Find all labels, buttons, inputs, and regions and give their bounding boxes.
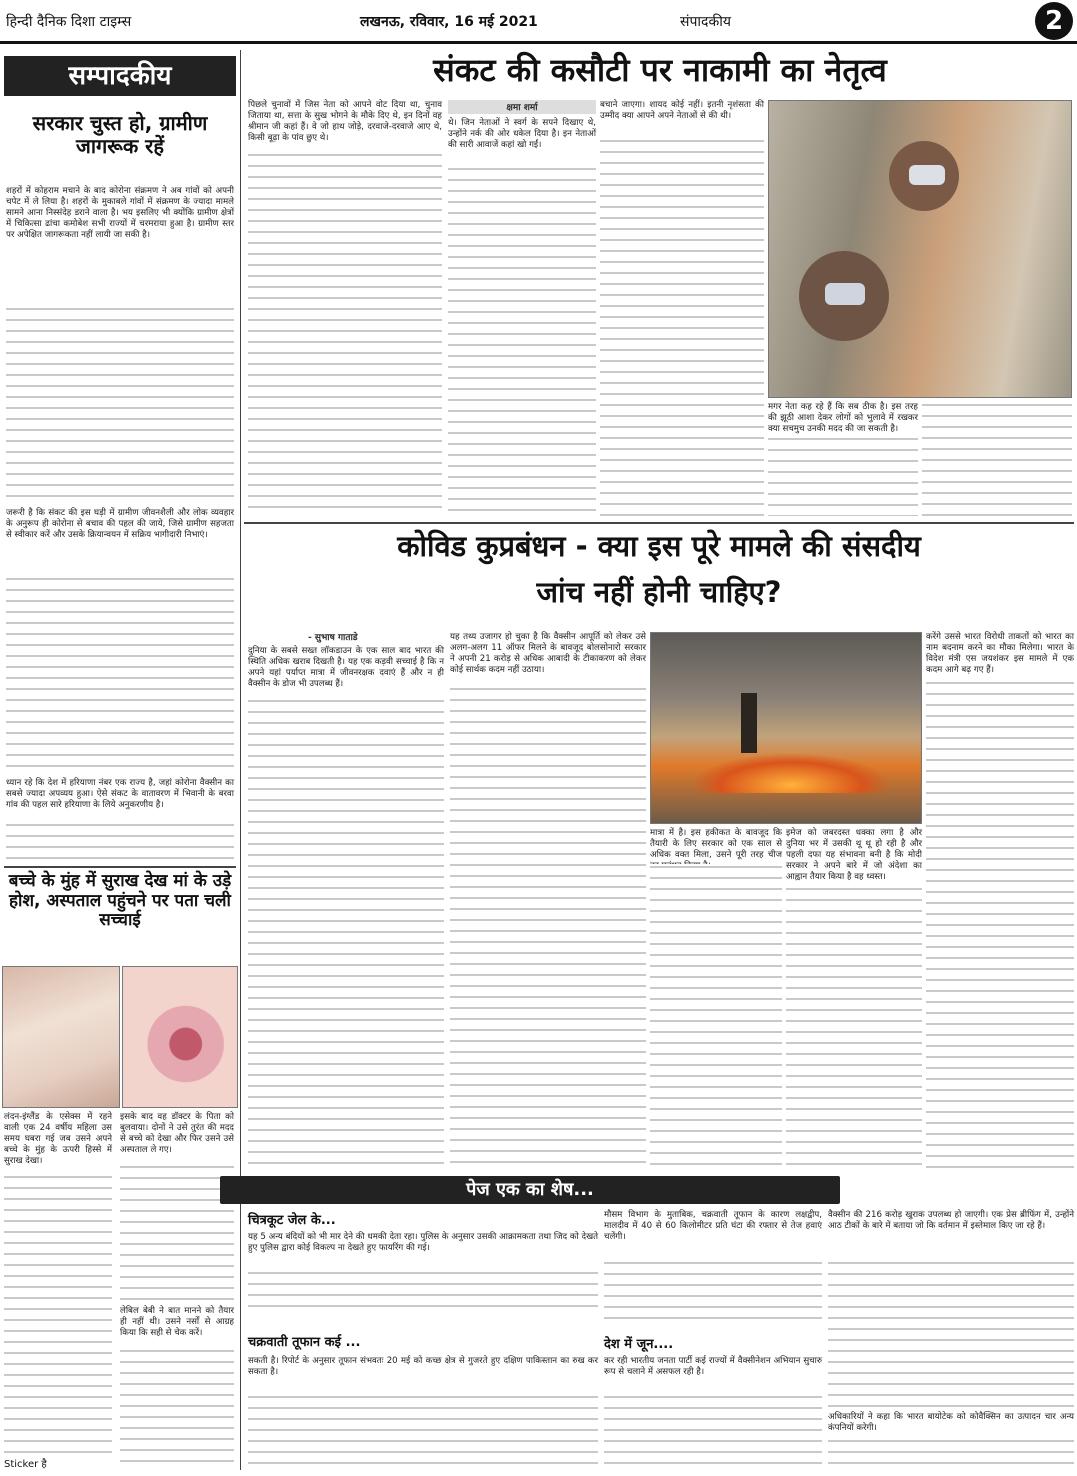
cyclone-subhead: चक्रवाती तूफान कई ... xyxy=(248,1335,361,1350)
fire-shape xyxy=(691,753,891,793)
editorial-body xyxy=(6,508,234,574)
editorial-headline: सरकार चुस्त हो, ग्रामीण जागरूक रहें xyxy=(32,111,208,158)
baby-mouth-photo xyxy=(122,966,238,1108)
divider xyxy=(4,866,236,868)
editorial-text-block xyxy=(6,306,234,506)
main-text-block xyxy=(248,152,442,516)
person-shape xyxy=(741,693,757,753)
covid-body xyxy=(248,646,444,696)
covid-paragraph: यह तथ्य उजागर हो चुका है कि वैक्सीन आपूर्ति को लेकर उसे अलग-अलग 11 ऑफर मिलने के बावजूद बोलसोनारो सरकार ने अपनी 21 करोड़ से अधिक आबादी के टीकाकरण को लेकर कोई सार्थक कदम नहीं उठाया। xyxy=(450,632,646,675)
page-number: 2 xyxy=(1035,2,1073,40)
mother-text-block xyxy=(120,1164,234,1304)
funeral-pyres-photo xyxy=(650,632,922,824)
editorial-paragraph: शहरों में कोहराम मचाने के बाद कोरोना संक्रमण ने अब गांवों को अपनी चपेट में ले लिया है। शहरों के मुकाबले गांवों में संक्रमण के ज्यादा मामले सामने आना निस्संदेह डराने वाला है। भय इसलिए भी क्योंकि ग्रामीण क्षेत्रों में चिकित्सा ढांचा कमोबेश सभी राज्यों में चरमराया हुआ है। ग्रामीण स्तर पर अपेक्षित जागरूकता नहीं लायी जा सकी है। xyxy=(6,186,234,240)
covid-body xyxy=(450,632,646,684)
page-ek-text-block xyxy=(604,1260,822,1328)
page-ek-text-block xyxy=(604,1394,822,1470)
mother-story-body xyxy=(120,1112,234,1162)
mother-story-body xyxy=(120,1306,234,1346)
mask-shape xyxy=(825,283,865,305)
chitrakoot-subhead: चित्रकूट जेल के... xyxy=(248,1213,336,1228)
covid-text-block xyxy=(650,864,782,1168)
dateline: लखनऊ, रविवार, 16 मई 2021 xyxy=(360,14,538,30)
masked-women-photo xyxy=(768,100,1072,398)
page-ek-text-block xyxy=(248,1270,598,1308)
mother-story-headline: बच्चे के मुंह में सुराख देख मां के उड़े होश, अस्पताल पहुंचने पर पता चली सच्चाई xyxy=(8,871,232,931)
masthead-bar xyxy=(0,0,1077,44)
mother-paragraph: लेबिल बेबी ने बात मानने को तैयार ही नहीं थी। उसने नर्सों से आग्रह किया कि सही से चेक करें। xyxy=(120,1306,234,1338)
mother-text-block xyxy=(120,1348,234,1468)
page-ek-paragraph: कर रही भारतीय जनता पार्टी कई राज्यों में वैक्सीनेशन अभियान सुचारु रूप से चलाने में असफल रही है। xyxy=(604,1356,822,1377)
mask-shape xyxy=(909,165,945,185)
covid-body xyxy=(650,828,782,862)
editorial-paragraph: जरूरी है कि संकट की इस घड़ी में ग्रामीण जीवनशैली और लोक व्यवहार के अनुरूप ही कोरोना से बचाव की पहल की जाये, जिसे ग्रामीण सहजता से स्वीकार करें और उसके क्रियान्वयन में सक्रिय भागीदारी निभाएं। xyxy=(6,508,234,540)
cyclone-body xyxy=(248,1356,598,1392)
editorial-body xyxy=(6,778,234,822)
covid-paragraph: करेंगे उससे भारत विरोधी ताकतों को भारत का नाम बदनाम करने का मौका मिलेगा। भारत के विदेश मंत्री एस जयशंकर इस मामले में एक कदम आगे बढ़ गए हैं। xyxy=(926,632,1074,675)
page-ek-paragraph: यह 5 अन्य बंदियों को भी मार देने की धमकी देता रहा। पुलिस के अनुसार उसकी आक्रामकता तथा जिद को देखते हुए पुलिस द्वारा कोई विकल्प ना देखते हुए फायरिंग की गई। xyxy=(248,1232,598,1253)
mother-caption: Sticker है xyxy=(4,1459,47,1470)
weather-body xyxy=(604,1210,822,1258)
mother-paragraph: इसके बाद वह डॉक्टर के पिता को बुलवाया। दोनों ने उसे तुरंत की मदद से बच्चे को देखा और फिर उसने उसे अस्पताल ले गए। xyxy=(120,1112,234,1155)
covid-text-block xyxy=(248,698,444,1168)
editorial-text-block xyxy=(6,822,234,862)
chitrakoot-body xyxy=(248,1232,598,1268)
column-rule xyxy=(240,50,241,1470)
covid-text-block xyxy=(786,886,922,1168)
covid-headline-line1: कोविड कुप्रबंधन - क्या इस पूरे मामले की संसदीय xyxy=(397,529,921,563)
main-story-body xyxy=(768,402,918,434)
main-text-block xyxy=(600,138,764,516)
mother-paragraph: लंदन-इंग्लैंड के एसेक्स में रहने वाली एक 24 वर्षीय महिला उस समय घबरा गई जब उसने अपने बच्चे के मुंह के ऊपरी हिस्से में सुराख देखा। xyxy=(4,1112,112,1166)
covid-body xyxy=(926,632,1074,678)
editorial-body xyxy=(6,186,234,306)
main-text-block xyxy=(922,402,1072,516)
section-name: संपादकीय xyxy=(680,14,731,30)
covid-byline: - सुभाष गाताडे xyxy=(308,633,358,643)
page-ek-paragraph: अधिकारियों ने कहा कि भारत बायोटेक को कोवैक्सिन का उत्पादन चार अन्य कंपनियों करेगी। xyxy=(828,1412,1074,1433)
covid-paragraph: दुनिया के सबसे सख्त लॉकडाउन के एक साल बाद भारत की स्थिति अधिक खराब दिखती है। यह एक कड़वी सच्चाई है कि न अपने यहां पर्याप्त मात्रा में जीवनरक्षक दवाएं हैं और न ही वैक्सीन के डोज भी उपलब्ध हैं। xyxy=(248,646,444,689)
page-ek-text-block xyxy=(248,1394,598,1470)
main-text-block xyxy=(768,436,918,516)
main-paragraph: थे। जिन नेताओं ने स्वर्ग के सपने दिखाए थे, उन्होंने नर्क की ओर धकेल दिया है। इन नेताओं की सारी आवाजें कहां खो गईं। xyxy=(448,118,596,150)
page-ek-text-block xyxy=(828,1260,1074,1410)
desh-june-subhead: देश में जून.... xyxy=(604,1337,674,1352)
page-ek-paragraph: सकती है। रिपोर्ट के अनुसार तूफान संभवतः 20 मई को कच्छ क्षेत्र से गुजरते हुए दक्षिण पाकिस्तान का रुख कर सकता है। xyxy=(248,1356,598,1377)
main-story-body xyxy=(448,118,596,164)
vaccine-body xyxy=(828,1210,1074,1258)
main-story-body xyxy=(248,100,442,150)
page-ek-paragraph: वैक्सीन की 216 करोड़ खुराक उपलब्ध हो जाएगी। एक प्रेस ब्रीफिंग में, उन्होंने आठ टीकों के बारे में बताया जो कि वर्तमान में इस्तेमाल किए जा रहे हैं। xyxy=(828,1210,1074,1231)
editorial-text-block xyxy=(6,576,234,776)
divider xyxy=(244,522,1074,524)
covid-paragraph: इमेज को जबरदस्त धक्का लगा है और दुनिया भर में उसकी थू थू हो रही है और पहली दफा यह संभावना बनी है कि मोदी सरकार ने अपने बारे में जो अंदेशा का आह्वान तैयार किया है वह ध्वस्त। xyxy=(786,828,922,882)
mother-text-block xyxy=(4,1174,112,1454)
page-ek-banner: पेज एक का शेष... xyxy=(220,1176,840,1204)
editorial-label: सम्पादकीय xyxy=(4,56,236,96)
page-ek-text-block xyxy=(828,1438,1074,1470)
covid-body xyxy=(786,828,922,884)
covid-headline-line2: जांच नहीं होनी चाहिए? xyxy=(536,575,782,609)
covid-text-block xyxy=(450,686,646,1168)
vaccine-body xyxy=(828,1412,1074,1436)
mother-story-body xyxy=(4,1112,112,1172)
main-paragraph: मगर नेता कह रहे हैं कि सब ठीक है। इस तरह की झूठी आशा देकर लोगों को भुलावे में रखकर क्या सचमुच उनकी मदद की जा सकती है। xyxy=(768,402,918,434)
covid-paragraph: मात्रा में है। इस हकीकत के बावजूद कि तैयारी के लिए सरकार को एक साल से अधिक वक्त मिला, उसने पूरी तरह चीज xyxy=(650,828,782,860)
main-paragraph: पिछले चुनावों में जिस नेता को आपने वोट दिया था, चुनाव जिताया था, सत्ता के सुख भोगने के मौके दिए थे, इन दिनों वह श्रीमान जी कहां हैं। वे जो हाथ जोड़े, दरवाजे-दरवाजे आए थे, किसी बूढ़ा के पांव छुए थे। xyxy=(248,100,442,143)
desh-june-body xyxy=(604,1356,822,1392)
main-paragraph: बचाने जाएगा। शायद कोई नहीं। इतनी नृशंसता की उम्मीद क्या आपने अपने नेताओं से की थी। xyxy=(600,100,764,121)
main-byline: क्षमा शर्मा xyxy=(448,100,596,114)
mother-photo xyxy=(2,966,120,1108)
main-text-block xyxy=(448,166,596,516)
main-story-body xyxy=(600,100,764,136)
main-story-headline: संकट की कसौटी पर नाकामी का नेतृत्व xyxy=(433,51,887,89)
editorial-paragraph: ध्यान रहे कि देश में हरियाणा नंबर एक राज्य है, जहां कोरोना वैक्सीन का सबसे ज्यादा अपव्यय हुआ। ऐसे संकट के वातावरण में भिवानी के बरवा गांव की पहल सारे हरियाणा के लिये अनुकरणीय है। xyxy=(6,778,234,810)
paper-name: हिन्दी दैनिक दिशा टाइम्स xyxy=(6,14,132,30)
covid-text-block xyxy=(926,680,1074,1168)
page-ek-paragraph: मौसम विभाग के मुताबिक, चक्रवाती तूफान के कारण लक्षद्वीप, मालदीव में 40 से 60 किलोमीटर प्रति घंटा की रफ्तार से तेज हवाएं चलेंगी। xyxy=(604,1210,822,1242)
